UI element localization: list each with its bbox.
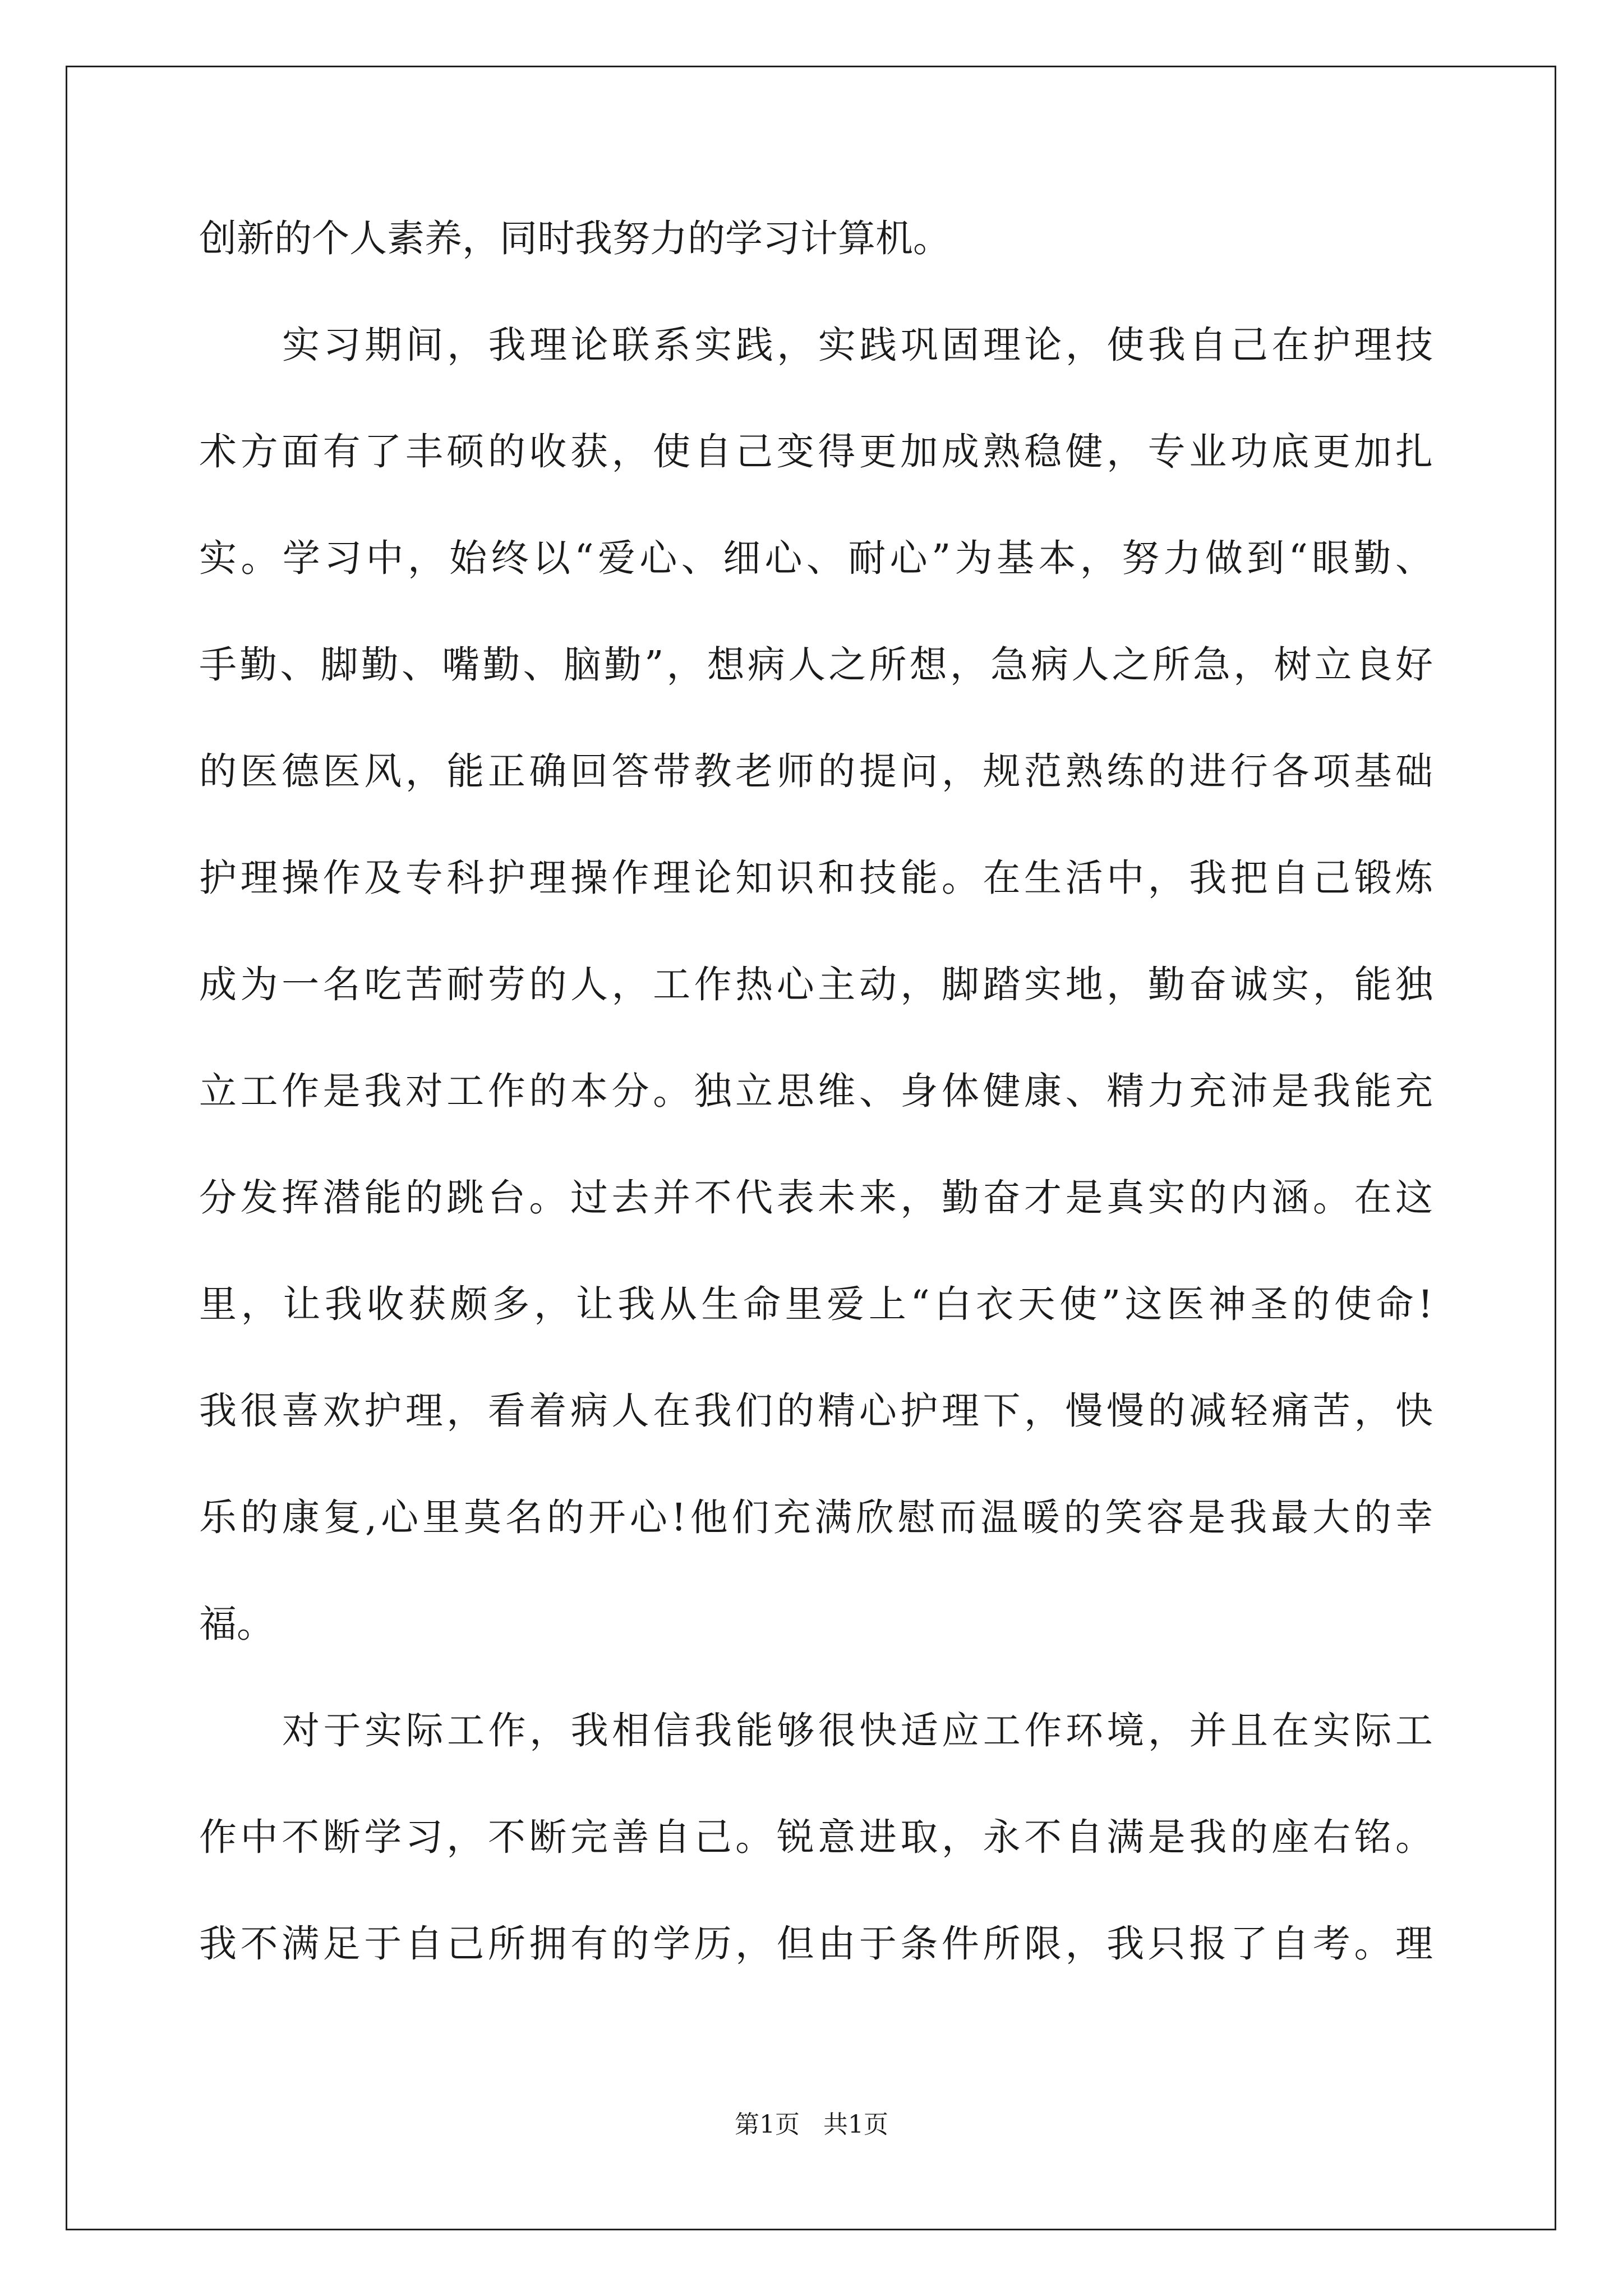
- text-line-1: 创新的个人素养，同时我努力的学习计算机。: [199, 217, 951, 260]
- page-border: [66, 66, 1556, 2230]
- text-line-3: 术方面有了丰硕的收获，使自己变得更加成熟稳健，专业功底更加扎: [199, 430, 1433, 473]
- text-line-16: 作中不断学习，不断完善自己。锐意进取，永不自满是我的座右铭。: [199, 1815, 1433, 1859]
- text-line-9: 立工作是我对工作的本分。独立思维、身体健康、精力充沛是我能充: [199, 1069, 1433, 1113]
- text-line-7: 护理操作及专科护理操作理论知识和技能。在生活中，我把自己锻炼: [199, 856, 1433, 900]
- page-number: 第1页: [735, 2110, 800, 2139]
- text-line-2: 实习期间，我理论联系实践，实践巩固理论，使我自己在护理技: [282, 323, 1433, 367]
- text-line-4: 实。学习中，始终以“爱心、细心、耐心”为基本，努力做到“眼勤、: [199, 536, 1433, 580]
- page-total: 共1页: [823, 2110, 888, 2139]
- text-line-5: 手勤、脚勤、嘴勤、脑勤”，想病人之所想，急病人之所急，树立良好: [199, 643, 1433, 687]
- text-line-14: 福。: [199, 1602, 274, 1646]
- text-line-8: 成为一名吃苦耐劳的人，工作热心主动，脚踏实地，勤奋诚实，能独: [199, 963, 1433, 1006]
- page-footer: [0, 2108, 1623, 2142]
- text-line-6: 的医德医风，能正确回答带教老师的提问，规范熟练的进行各项基础: [199, 749, 1433, 793]
- text-line-10: 分发挥潜能的跳台。过去并不代表未来，勤奋才是真实的内涵。在这: [199, 1176, 1433, 1220]
- text-line-13: 乐的康复,心里莫名的开心!他们充满欣慰而温暖的笑容是我最大的幸: [199, 1496, 1433, 1539]
- text-line-12: 我很喜欢护理，看着病人在我们的精心护理下，慢慢的减轻痛苦，快: [199, 1389, 1433, 1433]
- text-line-17: 我不满足于自己所拥有的学历，但由于条件所限，我只报了自考。理: [199, 1922, 1433, 1966]
- text-line-15: 对于实际工作，我相信我能够很快适应工作环境，并且在实际工: [282, 1709, 1433, 1752]
- text-line-11: 里，让我收获颇多，让我从生命里爱上“白衣天使”这医神圣的使命!: [199, 1282, 1433, 1326]
